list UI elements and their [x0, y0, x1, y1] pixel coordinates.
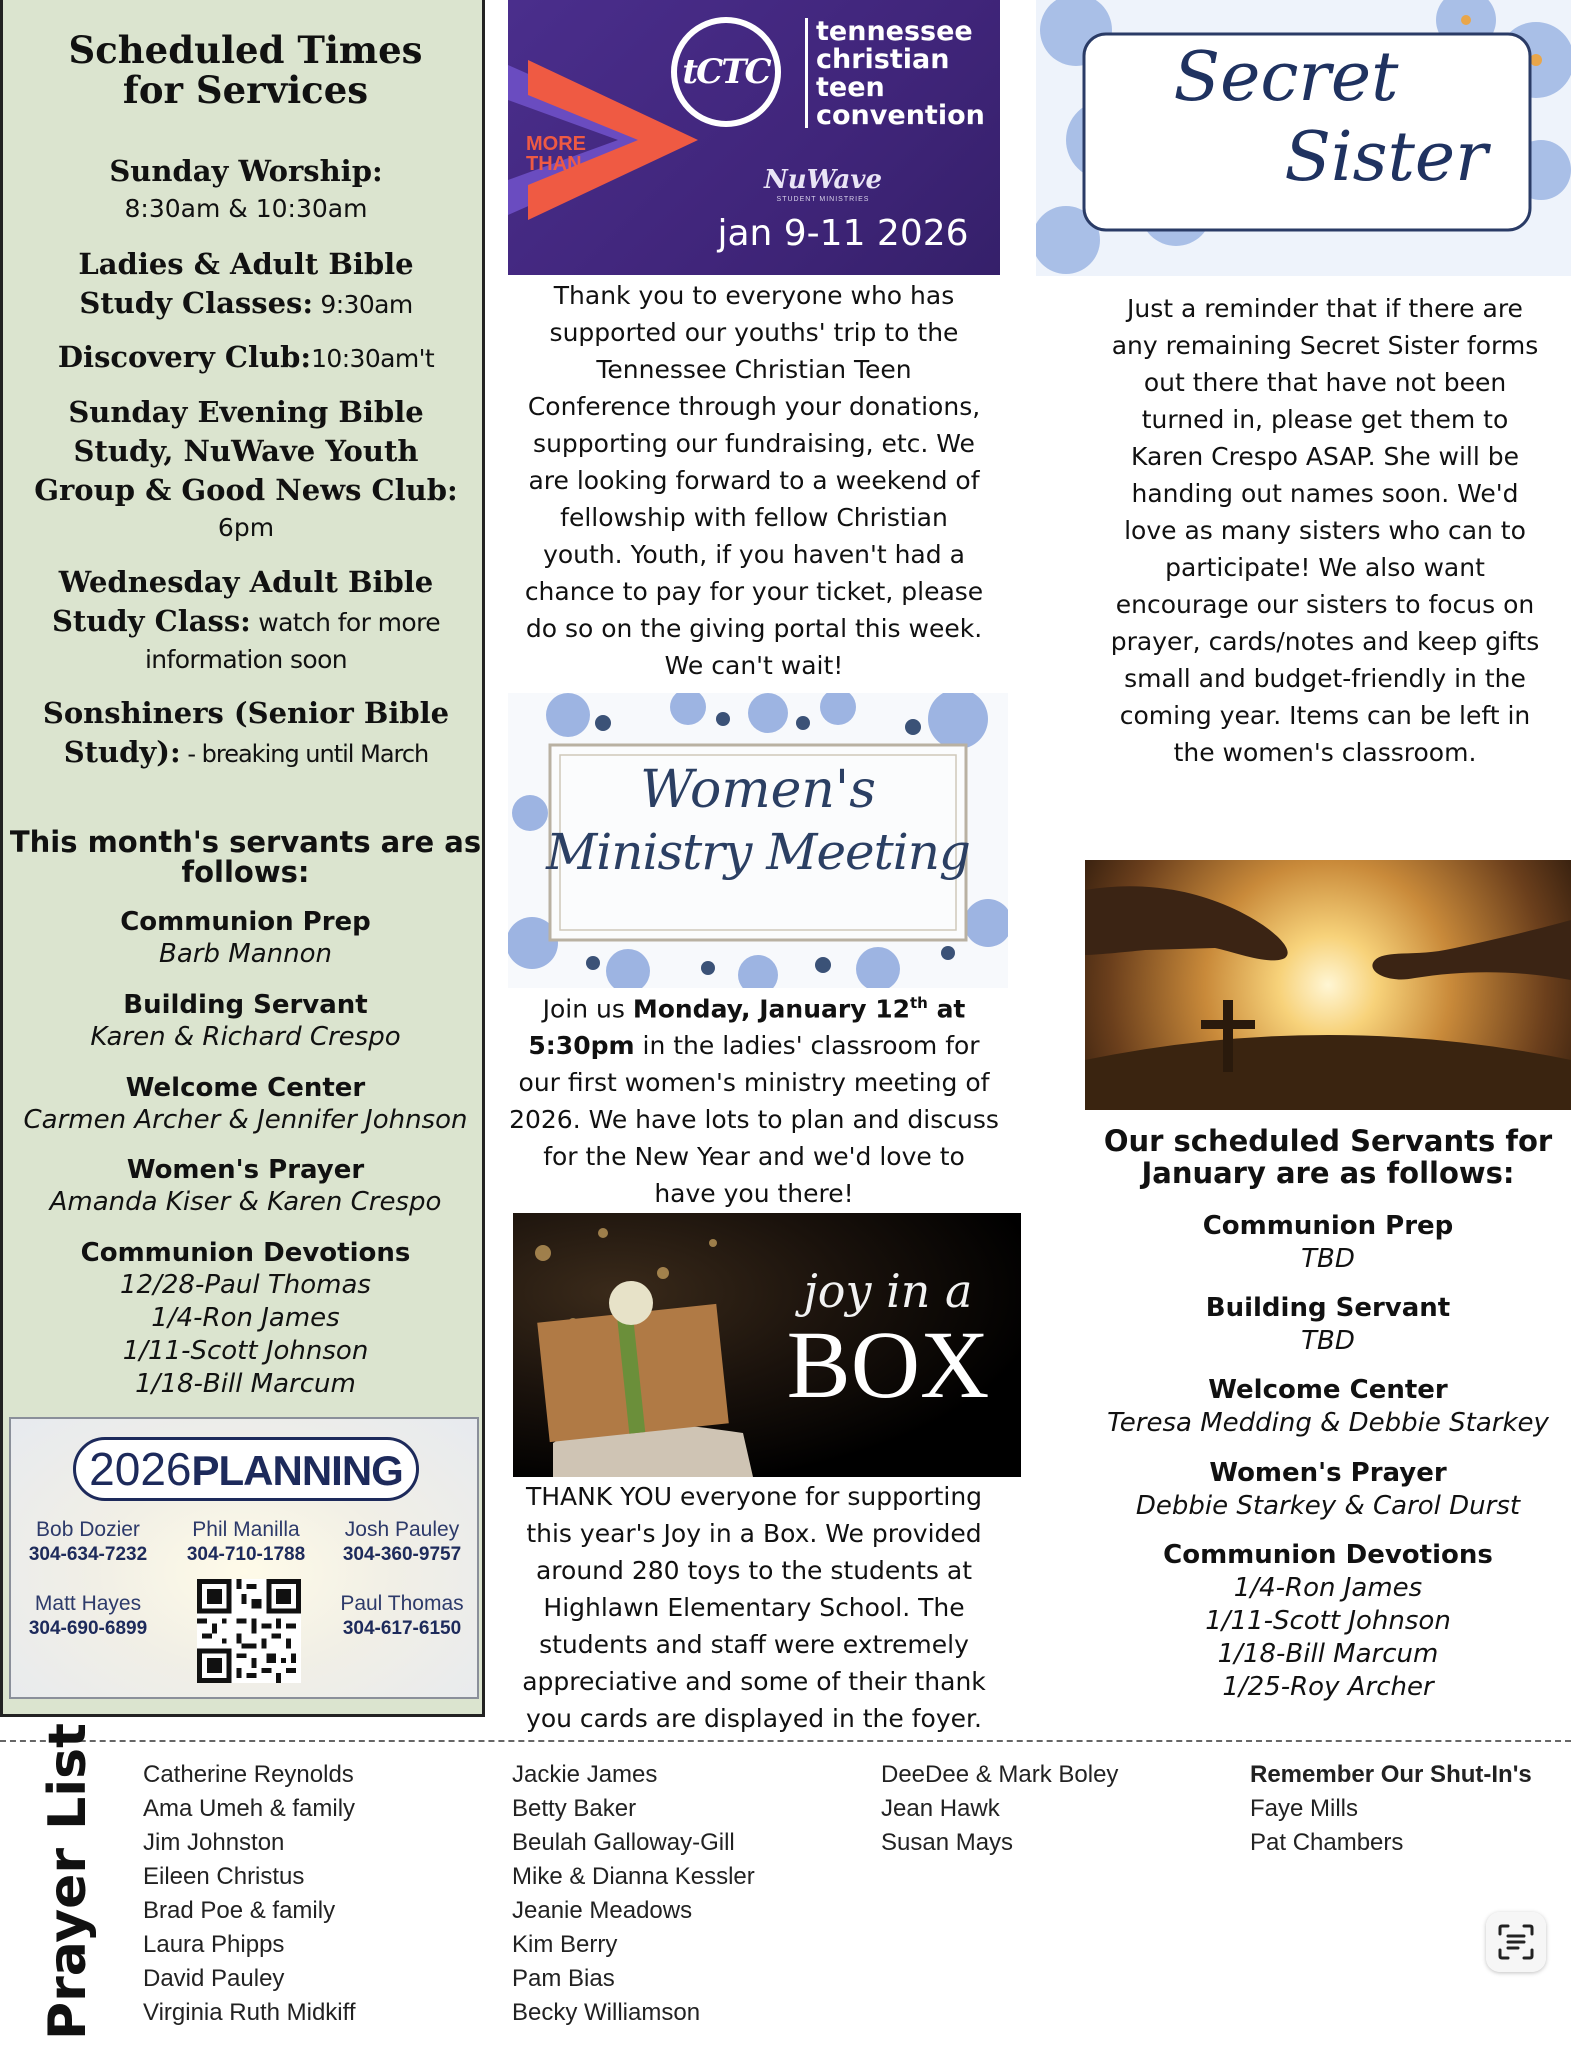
services-title-line-1: Scheduled Times: [68, 28, 423, 72]
ttc-body-line: supported our youths' trip to the: [549, 318, 959, 347]
secret-sister-banner: [1036, 0, 1571, 276]
month-servants-heading-2: follows:: [181, 855, 310, 889]
communion-devotions-label: Communion Devotions: [80, 1238, 411, 1268]
prayer-name: Brad Poe & family: [143, 1897, 336, 1924]
prayer-name: David Pauley: [143, 1965, 285, 1992]
jan-communion-prep-name: TBD: [1301, 1244, 1355, 1274]
prayer-name: Catherine Reynolds: [143, 1761, 354, 1788]
communion-prep-label: Communion Prep: [120, 907, 371, 937]
contact-name: Bob Dozier: [36, 1518, 140, 1541]
jan-welcome-center-name: Teresa Medding & Debbie Starkey: [1107, 1408, 1549, 1438]
ttc-line-3: teen: [816, 72, 885, 103]
prayer-name: Jim Johnston: [143, 1829, 285, 1856]
joy-body-line: THANK YOU everyone for supporting: [525, 1482, 983, 1511]
secret-sister-title-2: Sister: [1284, 118, 1488, 197]
prayer-name: Susan Mays: [881, 1829, 1014, 1856]
ss-body-line: coming year. Items can be left in: [1119, 701, 1531, 730]
sunday-worship-time: 8:30am & 10:30am: [124, 194, 368, 223]
ttc-body-line: do so on the giving portal this week.: [525, 614, 983, 643]
discovery-time: 10:30am't: [311, 344, 435, 373]
evening-label-1: Sunday Evening Bible: [68, 395, 424, 429]
january-servants-heading-2: January are as follows:: [1141, 1156, 1515, 1190]
prayer-name: Betty Baker: [512, 1795, 637, 1822]
shut-ins-column: [1250, 1758, 1532, 1860]
meeting-line-1-pre: Join us: [542, 994, 633, 1024]
prayer-name: Beulah Galloway-Gill: [512, 1829, 735, 1856]
sunday-worship-label: Sunday Worship:: [109, 154, 383, 188]
secret-sister-body: [1060, 290, 1571, 771]
sonshiners: [11, 694, 481, 774]
text-scan-icon: [1486, 1912, 1546, 1972]
prayer-name: Eileen Christus: [143, 1863, 305, 1890]
womens-meeting-title-1: Women's: [640, 760, 876, 820]
contact-phone: 304-710-1788: [186, 1544, 306, 1565]
jan-devotion-entry: 1/25-Roy Archer: [1222, 1672, 1434, 1702]
contact-name: Paul Thomas: [340, 1592, 464, 1615]
contact-phone: 304-690-6899: [28, 1618, 148, 1639]
prayer-name: Jean Hawk: [881, 1795, 1000, 1822]
meeting-date: Monday, January 12: [632, 994, 910, 1024]
meeting-body-line: for the New Year and we'd love to: [543, 1142, 965, 1172]
wednesday-study: [11, 563, 481, 678]
ladies-bible-study: [11, 245, 481, 324]
meeting-time: 5:30pm: [528, 1031, 635, 1061]
prayer-column-3: [881, 1758, 1118, 1860]
jan-building-servant-name: TBD: [1301, 1326, 1355, 1356]
sunday-worship: [11, 152, 481, 227]
meeting-body-line: our first women's ministry meeting of: [518, 1068, 990, 1098]
ttc-body-line: supporting our fundraising, etc. We: [533, 429, 975, 458]
ss-body-line: Karen Crespo ASAP. She will be: [1130, 442, 1519, 471]
month-servants-heading-1: This month's servants are as: [9, 825, 482, 859]
ss-body-line: participate! We also want: [1165, 553, 1485, 582]
womens-meeting-banner: [508, 693, 1008, 988]
jan-devotion-entry: 1/4-Ron James: [1233, 1573, 1423, 1603]
prayer-name: Pam Bias: [512, 1965, 615, 1992]
joy-box-word: BOX: [786, 1311, 990, 1418]
nuwave-subtitle: STUDENT MINISTRIES: [776, 196, 870, 203]
ss-body-line: handing out names soon. We'd: [1131, 479, 1519, 508]
meeting-line-1: [508, 985, 1000, 1027]
evening-label-2: Study, NuWave Youth: [73, 434, 419, 468]
section-divider: [0, 1740, 1571, 1742]
joy-in-a-box-banner: [513, 1213, 1021, 1477]
ss-body-line: the women's classroom.: [1173, 738, 1477, 767]
contact-phone: 304-634-7232: [28, 1544, 148, 1565]
ttc-body-line: We can't wait!: [664, 651, 844, 680]
joy-script: joy in a: [803, 1264, 973, 1318]
jan-communion-prep-label: Communion Prep: [1202, 1211, 1454, 1241]
devotion-entry: 1/11-Scott Johnson: [122, 1336, 369, 1366]
planning-contact: [171, 1517, 321, 1567]
ttc-body-line: Tennessee Christian Teen: [596, 355, 912, 384]
ttc-body-line: Conference through your donations,: [527, 392, 981, 421]
ttc-line-1: tennessee: [816, 16, 973, 47]
contact-phone: 304-617-6150: [342, 1618, 462, 1639]
contact-name: Josh Pauley: [344, 1518, 460, 1541]
january-servants-heading-1: Our scheduled Servants for: [1103, 1124, 1553, 1158]
contact-phone: 304-360-9757: [342, 1544, 462, 1565]
ss-body-line: love as many sisters who can to: [1124, 516, 1526, 545]
womens-prayer-label: Women's Prayer: [126, 1155, 365, 1185]
ss-body-line: turned in, please get them to: [1141, 405, 1509, 434]
communion-prep-name: Barb Mannon: [159, 939, 332, 969]
sonshiners-label-2: Study):: [63, 735, 181, 769]
prayer-name: DeeDee & Mark Boley: [881, 1761, 1119, 1788]
prayer-column-2: [512, 1758, 755, 2030]
ss-body-line: prayer, cards/notes and keep gifts: [1110, 627, 1540, 656]
devotion-entry: 1/18-Bill Marcum: [135, 1369, 356, 1399]
more-than: [526, 134, 586, 174]
wednesday-note-1: watch for more: [250, 608, 441, 637]
services-title-line-2: for Services: [122, 68, 369, 112]
prayer-name: Laura Phipps: [143, 1931, 285, 1958]
wednesday-label-1: Wednesday Adult Bible: [58, 565, 434, 599]
prayer-name: Mike & Dianna Kessler: [512, 1863, 755, 1890]
planning-contact: [13, 1591, 163, 1641]
ttc-logo-letters: tCTC: [682, 52, 770, 92]
prayer-name: Virginia Ruth Midkiff: [143, 1999, 356, 2026]
planning-contact: [327, 1591, 477, 1641]
ttc-body-line: fellowship with fellow Christian: [560, 503, 948, 532]
contact-name: Phil Manilla: [192, 1518, 300, 1541]
jan-womens-prayer-name: Debbie Starkey & Carol Durst: [1135, 1491, 1521, 1521]
ttc-name: [816, 18, 985, 130]
joy-body-line: students and staff were extremely: [539, 1630, 969, 1659]
ttc-line-2: christian: [816, 44, 950, 75]
ttc-body-line: youth. Youth, if you haven't had a: [543, 540, 965, 569]
womens-prayer-name: Amanda Kiser & Karen Crespo: [49, 1187, 442, 1217]
more-text: MORE: [526, 133, 586, 155]
meeting-line-1-post: at: [927, 994, 966, 1024]
ttc-body: [508, 277, 1000, 684]
jan-building-servant-label: Building Servant: [1205, 1293, 1451, 1323]
building-servant-label: Building Servant: [123, 990, 368, 1020]
shut-in-name: Faye Mills: [1250, 1795, 1359, 1822]
hands-cross-graphic: [1085, 860, 1571, 1110]
prayer-name: Jeanie Meadows: [512, 1897, 693, 1924]
welcome-center-label: Welcome Center: [125, 1073, 366, 1103]
planning-card: [9, 1417, 479, 1699]
wednesday-note-2: information soon: [144, 645, 348, 674]
jan-welcome-center-label: Welcome Center: [1208, 1375, 1448, 1405]
ttc-body-line: are looking forward to a weekend of: [528, 466, 980, 495]
prayer-name: Becky Williamson: [512, 1999, 701, 2026]
than-text: THAN: [526, 153, 582, 175]
ladies-label-2: Study Classes:: [79, 286, 314, 320]
womens-meeting-title-2: Ministry Meeting: [546, 823, 970, 881]
ss-body-line: any remaining Secret Sister forms: [1111, 331, 1539, 360]
meeting-body-line: have you there!: [654, 1179, 854, 1209]
ss-body-line: Just a reminder that if there are: [1127, 294, 1523, 323]
planning-word: PLANNING: [191, 1447, 403, 1494]
planning-banner: [73, 1437, 419, 1501]
joy-in-a-box-body: [508, 1478, 1000, 1737]
joy-body-line: around 280 toys to the students at: [535, 1556, 973, 1585]
meeting-line-2: [508, 1027, 1000, 1064]
joy-body-line: this year's Joy in a Box. We provided: [526, 1519, 982, 1548]
joy-body-line: appreciative and some of their thank: [522, 1667, 986, 1696]
shut-ins-heading: Remember Our Shut-In's: [1250, 1761, 1532, 1788]
ss-body-line: encourage our sisters to focus on: [1115, 590, 1535, 619]
ladies-time: 9:30am: [313, 290, 413, 319]
ttc-line-4: convention: [816, 100, 985, 131]
reaching-hands-image: [1085, 860, 1571, 1110]
jan-devotion-entry: 1/11-Scott Johnson: [1205, 1606, 1451, 1636]
jan-communion-devotions-label: Communion Devotions: [1163, 1540, 1493, 1570]
evening-label-3: Group & Good News Club:: [34, 473, 458, 507]
joy-body-line: you cards are displayed in the foyer.: [526, 1704, 982, 1733]
ttc-banner: [508, 0, 1000, 275]
ttc-body-line: Thank you to everyone who has: [553, 281, 955, 310]
prayer-list-title: Prayer List: [38, 1723, 98, 2040]
ladies-label-1: Ladies & Adult Bible: [78, 247, 414, 281]
devotion-entry: 1/4-Ron James: [151, 1303, 340, 1333]
live-text-scan-button[interactable]: [1486, 1912, 1546, 1972]
planning-contact: [327, 1517, 477, 1567]
evening-time: 6pm: [217, 513, 275, 542]
meeting-line-2-post: in the ladies' classroom for: [634, 1031, 980, 1061]
meeting-date-suffix: th: [910, 994, 928, 1012]
qr-code-graphic: [197, 1579, 301, 1683]
meeting-body-line: 2026. We have lots to plan and discuss: [509, 1105, 999, 1135]
ttc-dates: jan 9-11 2026: [717, 213, 969, 254]
building-servant-name: Karen & Richard Crespo: [90, 1022, 401, 1052]
prayer-name: Kim Berry: [512, 1931, 618, 1958]
nuwave-logo: NuWave: [763, 165, 883, 195]
services-sidebar: [0, 0, 485, 1717]
discovery-label: Discovery Club:: [57, 340, 312, 374]
womens-meeting-body: [508, 985, 1000, 1212]
wednesday-label-2: Study Class:: [51, 604, 251, 638]
contact-name: Matt Hayes: [34, 1592, 142, 1615]
secret-sister-title-1: Secret: [1173, 38, 1399, 117]
prayer-column-1: [143, 1758, 356, 2030]
welcome-center-name: Carmen Archer & Jennifer Johnson: [23, 1105, 468, 1135]
prayer-name: Ama Umeh & family: [143, 1795, 356, 1822]
ttc-body-line: chance to pay for your ticket, please: [524, 577, 984, 606]
ss-body-line: small and budget-friendly in the: [1124, 664, 1526, 693]
devotion-entry: 12/28-Paul Thomas: [120, 1270, 371, 1300]
planning-year: 2026: [89, 1443, 192, 1495]
qr-code[interactable]: [197, 1579, 301, 1683]
discovery-club: [11, 338, 481, 378]
shut-in-name: Pat Chambers: [1250, 1829, 1404, 1856]
jan-devotion-entry: 1/18-Bill Marcum: [1217, 1639, 1439, 1669]
ss-body-line: out there that have not been: [1143, 368, 1507, 397]
prayer-name: Jackie James: [512, 1761, 658, 1788]
sunday-evening-study: [11, 393, 481, 546]
planning-contact: [13, 1517, 163, 1567]
jan-womens-prayer-label: Women's Prayer: [1209, 1458, 1447, 1488]
sonshiners-label-1: Sonshiners (Senior Bible: [42, 696, 450, 730]
joy-body-line: Highlawn Elementary School. The: [543, 1593, 965, 1622]
sonshiners-note: - breaking until March: [180, 740, 429, 768]
